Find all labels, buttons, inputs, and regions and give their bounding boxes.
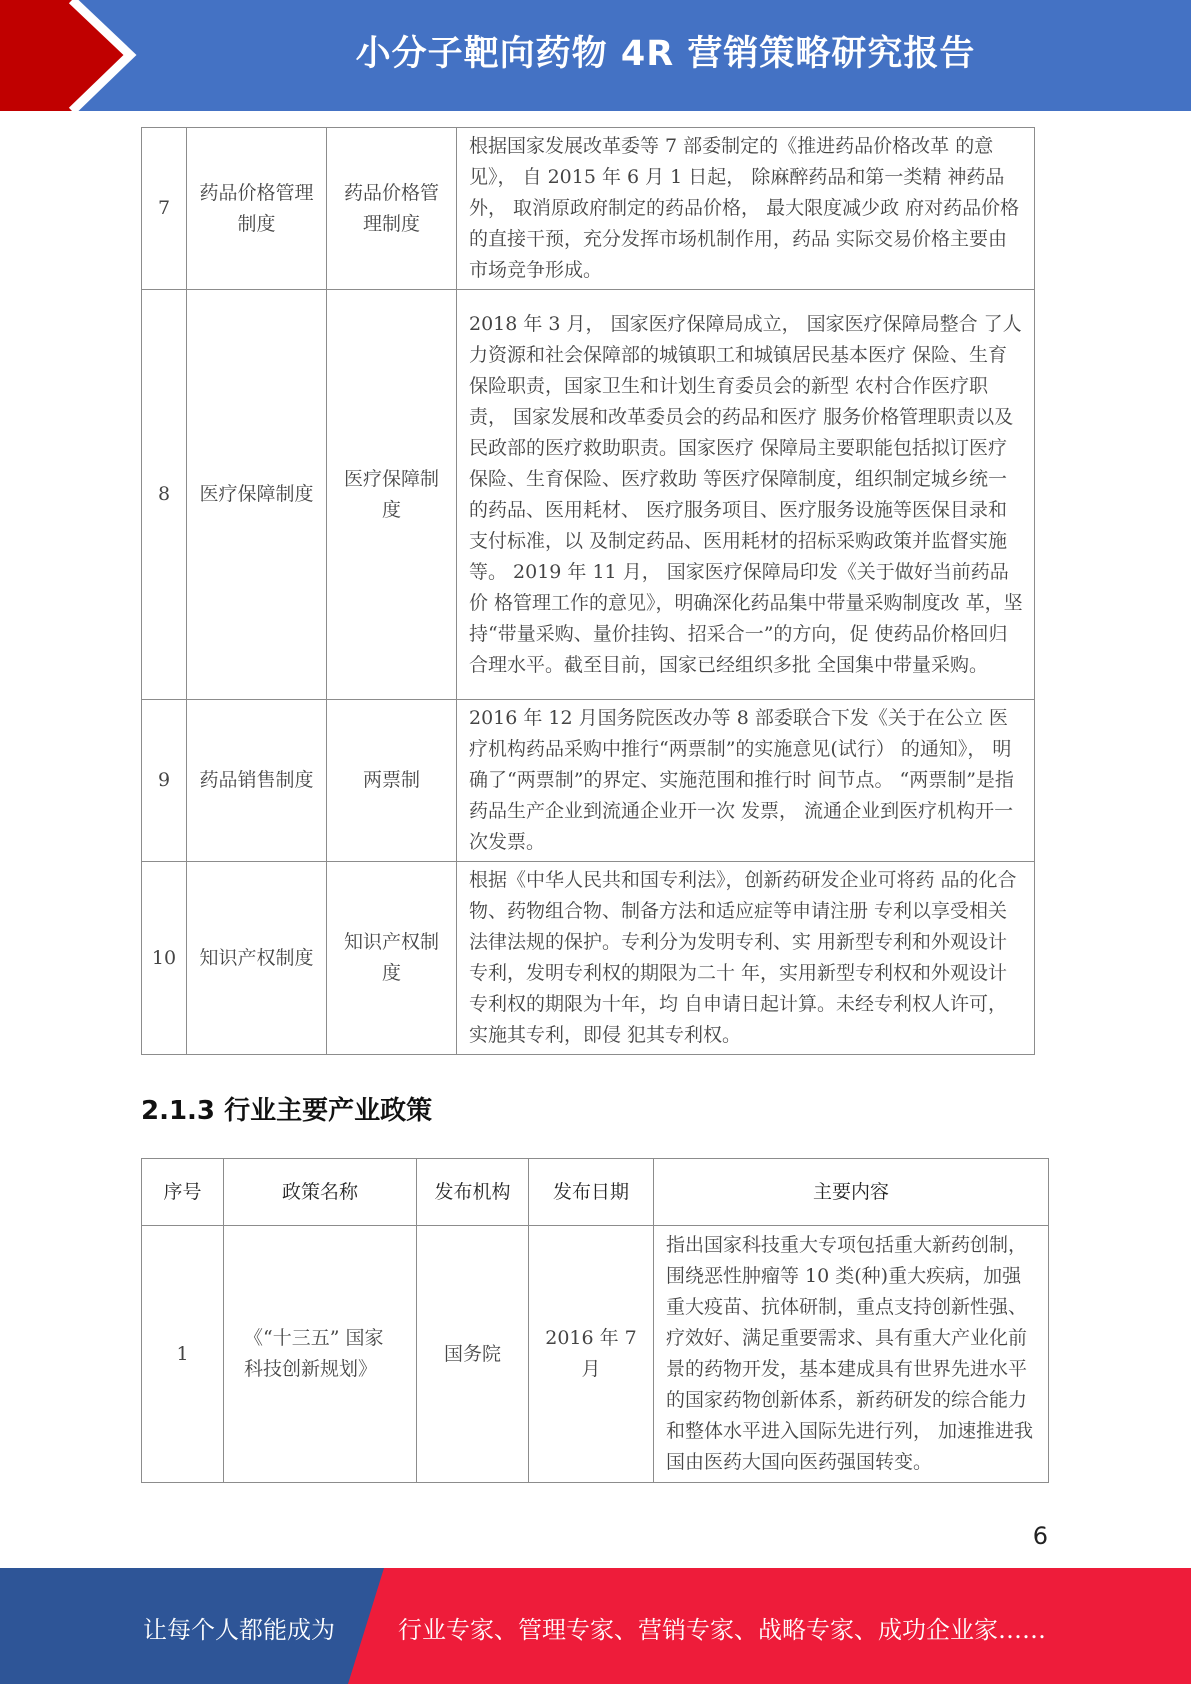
footer-slogan-right: 行业专家、管理专家、营销专家、战略专家、成功企业家…… bbox=[398, 1616, 1046, 1644]
policy-system: 两票制 bbox=[327, 700, 457, 862]
table-row bbox=[142, 128, 1035, 290]
policy-system: 知识产权制度 bbox=[327, 862, 457, 1055]
policy-description: 根据《中华人民共和国专利法》，创新药研发企业可将药 品的化合物、药物组合物、制备方法和适应症等申请注册 专利以享受相关法律法规的保护。专利分为发明专利、实 用新型专利和外观设计专利，发明专利权的期限为二十 年，实用新型专利权和外观设计专利权的期限为十年，均 自申请日起计算。未经专利权人许可，实施其专利，即侵 犯其专利权。 bbox=[457, 862, 1035, 1055]
policy-description: 2016 年 12 月国务院医改办等 8 部委联合下发《关于在公立 医疗机构药品采购中推行“两票制”的实施意见(试行） 的通知》， 明确了“两票制”的界定、实施范围和推行时 间节点。 “两票制”是指药品生产企业到流通企业开一次 发票， 流通企业到医疗机构开一次发票。 bbox=[457, 700, 1035, 862]
page-header bbox=[0, 0, 1191, 111]
table-row bbox=[142, 290, 1035, 700]
policy-category: 知识产权制度 bbox=[187, 862, 327, 1055]
table-row bbox=[142, 1226, 1049, 1483]
row-number: 8 bbox=[142, 290, 187, 700]
policy-seq: 1 bbox=[142, 1226, 224, 1483]
policy-system: 医疗保障制度 bbox=[327, 290, 457, 700]
policy-category: 药品价格管理制度 bbox=[187, 128, 327, 290]
report-title: 小分子靶向药物 4R 营销策略研究报告 bbox=[355, 34, 976, 74]
policy-system: 药品价格管理制度 bbox=[327, 128, 457, 290]
table-row bbox=[142, 700, 1035, 862]
table-header-row bbox=[142, 1159, 1049, 1226]
section-heading: 2.1.3 行业主要产业政策 bbox=[141, 1096, 433, 1126]
row-number: 7 bbox=[142, 128, 187, 290]
header-date: 发布日期 bbox=[529, 1159, 654, 1226]
policy-content: 指出国家科技重大专项包括重大新药创制， 围绕恶性肿瘤等 10 类(种)重大疾病，加强 重大疫苗、抗体研制，重点支持创新性强、 疗效好、满足重要需求、具有重大产业化前 景的药物开发，基本建成具有世界先进水平 的国家药物创新体系，新药研发的综合能力 和整体水平进入国际先进行列， 加速推进我 国由医药大国向医药强国转变。 bbox=[654, 1226, 1049, 1483]
policy-name: 《“十三五” 国家科技创新规划》 bbox=[224, 1226, 417, 1483]
header-name: 政策名称 bbox=[224, 1159, 417, 1226]
policy-org: 国务院 bbox=[417, 1226, 529, 1483]
industry-policy-table bbox=[141, 1158, 1049, 1483]
header-chevron-graphic bbox=[0, 0, 140, 111]
policy-category: 医疗保障制度 bbox=[187, 290, 327, 700]
footer-slogan-left: 让每个人都能成为 bbox=[143, 1616, 335, 1644]
page-footer bbox=[0, 1568, 1191, 1684]
header-org: 发布机构 bbox=[417, 1159, 529, 1226]
table-row bbox=[142, 862, 1035, 1055]
policy-description: 根据国家发展改革委等 7 部委制定的《推进药品价格改革 的意见》， 自 2015 年 6 月 1 日起， 除麻醉药品和第一类精 神药品外， 取消原政府制定的药品价格， 最大限度减少政 府对药品价格的直接干预，充分发挥市场机制作用，药品 实际交易价格主要由市场竞争形成。 bbox=[457, 128, 1035, 290]
header-seq: 序号 bbox=[142, 1159, 224, 1226]
row-number: 10 bbox=[142, 862, 187, 1055]
row-number: 9 bbox=[142, 700, 187, 862]
header-content: 主要内容 bbox=[654, 1159, 1049, 1226]
policy-description: 2018 年 3 月， 国家医疗保障局成立， 国家医疗保障局整合 了人力资源和社会保障部的城镇职工和城镇居民基本医疗 保险、生育保险职责，国家卫生和计划生育委员会的新型 农村合作医疗职责， 国家发展和改革委员会的药品和医疗 服务价格管理职责以及民政部的医疗救助职责。国家医疗 保障局主要职能包括拟订医疗保险、生育保险、医疗救助 等医疗保障制度，组织制定城乡统一的药品、医用耗材、 医疗服务项目、医疗服务设施等医保目录和支付标准，以 及制定药品、医用耗材的招标采购政策并监督实施等。 2019 年 11 月， 国家医疗保障局印发《关于做好当前药品价 格管理工作的意见》，明确深化药品集中带量采购制度改 革，坚持“带量采购、量价挂钩、招采合一”的方向，促 使药品价格回归合理水平。截至目前，国家已经组织多批 全国集中带量采购。 bbox=[457, 290, 1035, 700]
policy-table bbox=[141, 127, 1035, 1055]
policy-date: 2016 年 7 月 bbox=[529, 1226, 654, 1483]
page-number: 6 bbox=[1032, 1522, 1048, 1550]
policy-category: 药品销售制度 bbox=[187, 700, 327, 862]
